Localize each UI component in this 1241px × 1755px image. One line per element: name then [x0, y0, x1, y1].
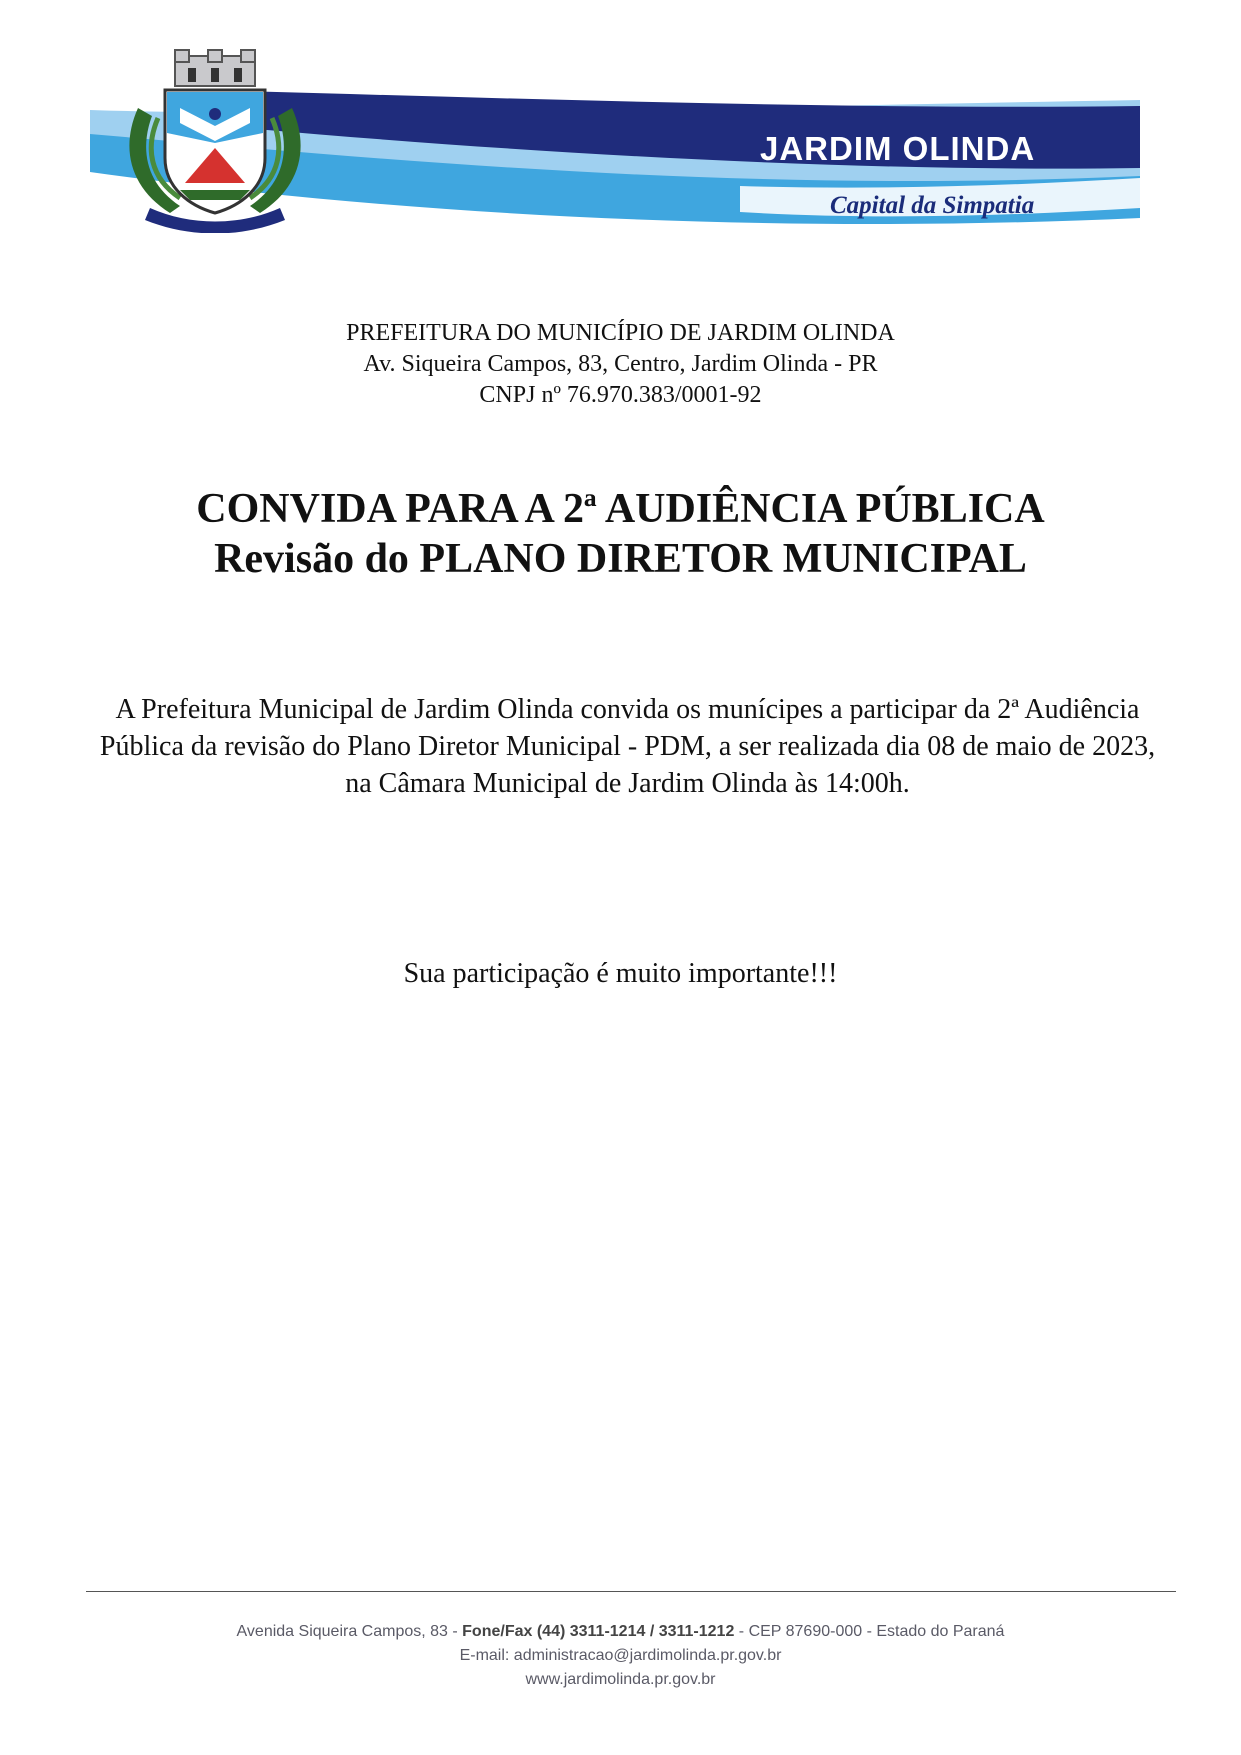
- banner-slogan: Capital da Simpatia: [830, 192, 1035, 219]
- title-line-1: CONVIDA PARA A 2ª AUDIÊNCIA PÚBLICA: [196, 486, 1045, 532]
- closing-text: Sua participação é muito importante!!!: [403, 958, 838, 989]
- footer: [0, 1620, 1241, 1692]
- title-line-2: Revisão do PLANO DIRETOR MUNICIPAL: [214, 536, 1027, 582]
- letterhead: [0, 318, 1241, 411]
- invitation-text: A Prefeitura Municipal de Jardim Olinda convida os munícipes a participar da 2ª Audiência Pública da revisão do Plano Diretor Municipal - PDM, a ser realizada dia 08 de maio de 2023, na Câmara Municipal de Jardim Olinda às 14:00h.: [99, 694, 1156, 799]
- footer-email[interactable]: E-mail: administracao@jardimolinda.pr.gov.br: [459, 1647, 782, 1664]
- municipality-address: Av. Siqueira Campos, 83, Centro, Jardim Olinda - PR: [363, 351, 878, 377]
- municipality-name: PREFEITURA DO MUNICÍPIO DE JARDIM OLINDA: [346, 320, 895, 346]
- footer-address: Avenida Siqueira Campos, 83 -: [236, 1623, 463, 1640]
- footer-cep: - CEP 87690-000 - Estado do Paraná: [734, 1623, 1005, 1640]
- document-title: [0, 484, 1241, 584]
- header-banner: [90, 48, 1140, 233]
- footer-website[interactable]: www.jardimolinda.pr.gov.br: [525, 1671, 716, 1688]
- footer-divider: [86, 1591, 1176, 1592]
- footer-phone: Fone/Fax (44) 3311-1214 / 3311-1212: [462, 1623, 735, 1640]
- municipality-cnpj: CNPJ nº 76.970.383/0001-92: [479, 382, 762, 408]
- banner-title: JARDIM OLINDA: [760, 130, 1036, 167]
- footer-address-line: [0, 1620, 1241, 1644]
- coat-of-arms-icon: [120, 48, 310, 233]
